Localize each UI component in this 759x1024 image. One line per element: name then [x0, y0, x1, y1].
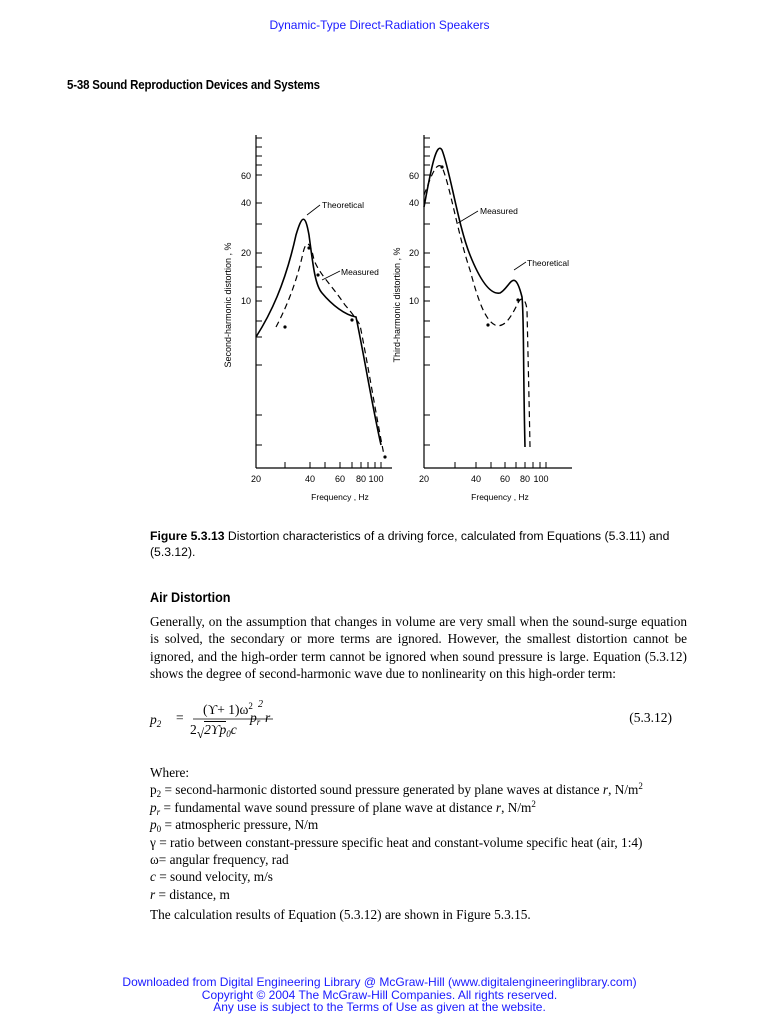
figure-5-3-13	[0, 125, 759, 510]
right-measured-leader	[458, 211, 478, 223]
right-xtick-40: 40	[470, 474, 482, 484]
caption-label: Figure 5.3.13	[150, 529, 225, 543]
def-omega: ω= angular frequency, rad	[150, 852, 289, 868]
caption-text: Distortion characteristics of a driving force, calculated from Equations (5.3.11) and (5.3.12).	[150, 529, 670, 559]
left-theoretical-label: Theoretical	[322, 200, 365, 210]
def-pr: $p_r$ = fundamental wave sound pressure of plane wave at distance r, $N/m^2$	[150, 798, 536, 817]
right-ylabel: Third-harmonic distortion , %	[392, 247, 402, 363]
right-ytick-40: 40	[408, 198, 419, 208]
right-xlabel: Frequency , Hz	[471, 492, 529, 502]
footer	[0, 976, 759, 1014]
left-ytick-60: 60	[240, 171, 251, 181]
left-measured-label: Measured	[341, 267, 379, 277]
right-theoretical-curve	[424, 148, 525, 447]
right-theoretical-label: Theoretical	[527, 258, 570, 268]
eq-rhs-sup: 2	[258, 699, 263, 710]
right-xtick-60: 60	[499, 474, 511, 484]
def-p2: $p_2$ = second-harmonic distorted sound pressure generated by plane waves at distance r, $N/m^2$	[150, 781, 643, 800]
right-theoretical-leader	[514, 262, 526, 270]
left-theoretical-curve	[256, 219, 381, 445]
left-chart	[223, 135, 392, 502]
eq-equals: =	[176, 710, 184, 725]
left-xtick-100: 100	[368, 474, 384, 484]
equation-number: (5.3.12)	[629, 710, 672, 725]
figure-caption	[150, 528, 695, 560]
where-label: Where:	[150, 765, 190, 780]
left-xtick-40: 40	[304, 474, 316, 484]
left-measured-leader	[322, 271, 340, 280]
right-ytick-10: 10	[408, 296, 419, 306]
def-c: c = sound velocity, m/s	[150, 869, 273, 885]
right-chart	[392, 135, 572, 502]
left-theoretical-leader	[307, 205, 320, 215]
right-xtick-80: 80	[519, 474, 531, 484]
left-xtick-80: 80	[355, 474, 367, 484]
eq-fraction-bar	[193, 718, 273, 720]
eq-lhs: $p_2$	[150, 712, 162, 729]
variable-definitions	[150, 764, 695, 903]
footer-download-link[interactable]: Downloaded from Digital Engineering Library @ McGraw-Hill (www.digitalengineeringlibrary.com)	[122, 975, 637, 989]
left-y-ticks	[256, 138, 262, 445]
left-xlabel: Frequency , Hz	[311, 492, 369, 502]
footer-copyright: Copyright © 2004 The McGraw-Hill Companies. All rights reserved.	[201, 987, 558, 1002]
left-ytick-20: 20	[240, 248, 251, 258]
right-xtick-100: 100	[533, 474, 549, 484]
left-ytick-10: 10	[240, 296, 251, 306]
left-ylabel: Second-harmonic distortion , %	[223, 242, 233, 368]
eq-numerator: $(ϒ+ 1)\omega^2$	[203, 701, 253, 717]
left-xtick-20: 20	[250, 474, 262, 484]
left-x-ticks	[285, 462, 381, 468]
section-title: 5-38 Sound Reproduction Devices and Systems	[67, 78, 320, 92]
def-r: r = distance, m	[150, 886, 230, 902]
body-paragraph: Generally, on the assumption that changes in volume are very small when the sound-surge equation is solved, the secondary or more terms are ignored. However, the smallest distortion cannot be ignored, and the high-order term cannot be ignored when sound pressure is large. Equation (5.3.12) shows the degree of second-harmonic wave due to nonlinearity on this high-order term:	[150, 614, 687, 682]
running-header: Dynamic-Type Direct-Radiation Speakers	[269, 18, 490, 32]
right-xtick-20: 20	[418, 474, 430, 484]
eq-rhs-r: r	[265, 710, 271, 725]
eq-denominator: $2√2ϒp_0c$	[190, 722, 237, 741]
eq-rhs: $p_r$	[250, 710, 261, 727]
left-ytick-40: 40	[240, 198, 251, 208]
subsection-heading: Air Distortion	[150, 589, 231, 605]
right-ytick-20: 20	[408, 248, 419, 258]
closing-sentence: The calculation results of Equation (5.3.12) are shown in Figure 5.3.15.	[150, 907, 531, 922]
left-xtick-60: 60	[334, 474, 346, 484]
footer-terms-link[interactable]: Any use is subject to the Terms of Use as given at the website.	[213, 1000, 546, 1014]
left-measured-points	[283, 246, 386, 458]
right-ytick-60: 60	[408, 171, 419, 181]
right-measured-label: Measured	[480, 206, 518, 216]
right-x-ticks	[455, 462, 546, 468]
def-p0: $p_0$ = atmospheric pressure, N/m	[150, 817, 319, 835]
def-gamma: γ = ratio between constant-pressure specific heat and constant-volume specific heat (air, 1:4)	[150, 834, 643, 850]
equation-5-3-12	[150, 700, 695, 750]
